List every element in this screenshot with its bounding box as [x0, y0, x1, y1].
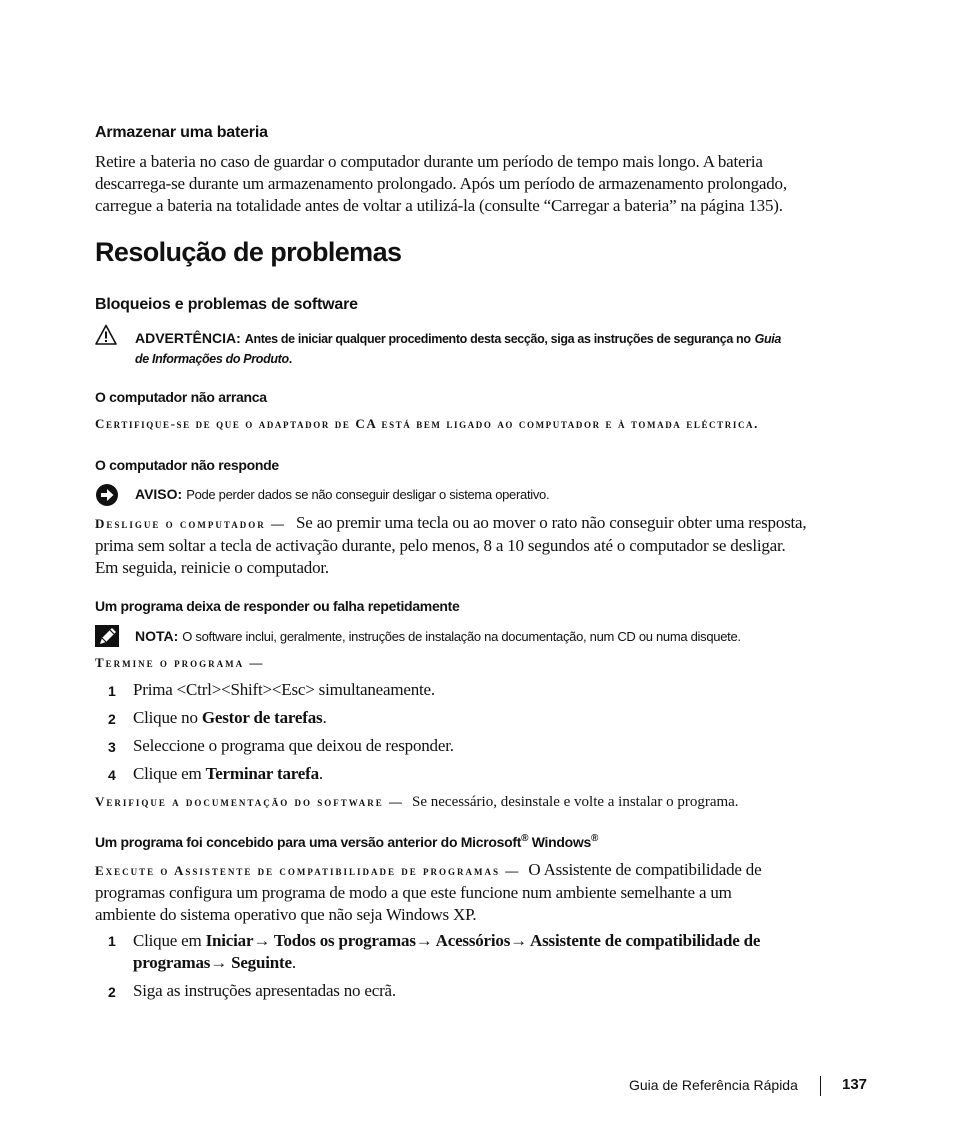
run-in-heading: Termine o programa —	[95, 655, 265, 670]
warning-text-italic: de Informações do Produto	[135, 352, 289, 366]
compatibility-paragraph	[95, 859, 761, 926]
step-number: 1	[108, 683, 116, 699]
notice-label: AVISO:	[135, 486, 183, 502]
paragraph-line: Em seguida, reinicie o computador.	[95, 558, 329, 577]
note-text: O software inclui, geralmente, instruções de instalação na documentação, num CD ou numa disquete.	[182, 629, 741, 644]
chapter-title: Resolução de problemas	[95, 237, 402, 267]
note-pencil-icon	[95, 625, 119, 647]
notice-text: Pode perder dados se não conseguir desligar o sistema operativo.	[186, 487, 550, 502]
step-number: 4	[108, 767, 116, 783]
verify-documentation-line	[95, 793, 739, 811]
paragraph-line: programas configura um programa de modo a que este funcione num ambiente semelhante a um	[95, 883, 732, 902]
run-in-heading: Verifique a documentação do software —	[95, 794, 404, 809]
run-in-heading: Execute o Assistente de compatibilidade de programas —	[95, 863, 521, 878]
step-number: 2	[108, 711, 116, 727]
footer-divider	[820, 1076, 821, 1096]
warning-label: ADVERTÊNCIA:	[135, 330, 241, 346]
step-text: Clique em Iniciar→ Todos os programas→ Acessórios→ Assistente de compatibilidade de programas→ Seguinte.	[133, 931, 761, 972]
paragraph-line: Retire a bateria no caso de guardar o computador durante um período de tempo mais longo. A bateria	[95, 152, 763, 171]
run-in-heading: Desligue o computador —	[95, 516, 286, 531]
warning-block	[135, 328, 865, 369]
footer-title: Guia de Referência Rápida	[629, 1077, 798, 1093]
notice-block	[135, 486, 549, 504]
page-number: 137	[842, 1076, 868, 1093]
section-heading-storing-battery: Armazenar uma bateria	[95, 124, 268, 141]
warning-text-end: .	[288, 352, 292, 366]
paragraph-line: Se ao premir uma tecla ou ao mover o rato não conseguir obter uma resposta,	[296, 513, 807, 532]
note-block	[135, 628, 741, 646]
step-text: Prima <Ctrl><Shift><Esc> simultaneamente.	[133, 680, 435, 699]
paragraph-line: descarrega-se durante um armazenamento prolongado. Após um período de armazenamento prolongado,	[95, 174, 787, 193]
warning-triangle-icon	[95, 324, 117, 346]
step-text: Clique no Gestor de tarefas.	[133, 708, 327, 727]
subheading-not-responding: O computador não responde	[95, 457, 279, 473]
step-text: Siga as instruções apresentadas no ecrã.	[133, 981, 396, 1000]
subheading-older-windows: Um programa foi concebido para uma versão anterior do Microsoft® Windows®	[95, 833, 599, 850]
instruction-check-adapter: Certifique-se de que o adaptador de CA está bem ligado ao computador e à tomada eléctrica.	[95, 416, 760, 431]
warning-text: Antes de iniciar qualquer procedimento desta secção, siga as instruções de segurança no	[244, 332, 751, 346]
notice-arrow-icon	[95, 483, 119, 507]
step-text: Clique em Terminar tarefa.	[133, 764, 323, 783]
battery-storage-paragraph	[95, 151, 787, 217]
step-number: 2	[108, 984, 116, 1000]
shutdown-paragraph	[95, 512, 806, 579]
paragraph-line: O Assistente de compatibilidade de	[528, 860, 762, 879]
verify-text: Se necessário, desinstale e volte a instalar o programa.	[412, 794, 739, 810]
step-number: 3	[108, 739, 116, 755]
paragraph-line: prima sem soltar a tecla de activação durante, pelo menos, 8 a 10 segundos até o computador se desligar.	[95, 536, 786, 555]
paragraph-line: ambiente do sistema operativo que não seja Windows XP.	[95, 905, 477, 924]
paragraph-line: carregue a bateria na totalidade antes de voltar a utilizá-la (consulte “Carregar a bateria” na página 135).	[95, 196, 783, 215]
subheading-not-starting: O computador não arranca	[95, 389, 267, 405]
subheading-program-crash: Um programa deixa de responder ou falha repetidamente	[95, 598, 460, 614]
section-heading-software-problems: Bloqueios e problemas de software	[95, 296, 358, 313]
note-label: NOTA:	[135, 628, 179, 644]
warning-text-italic: Guia	[754, 332, 782, 346]
step-number: 1	[108, 933, 116, 949]
step-text: Seleccione o programa que deixou de responder.	[133, 736, 454, 755]
